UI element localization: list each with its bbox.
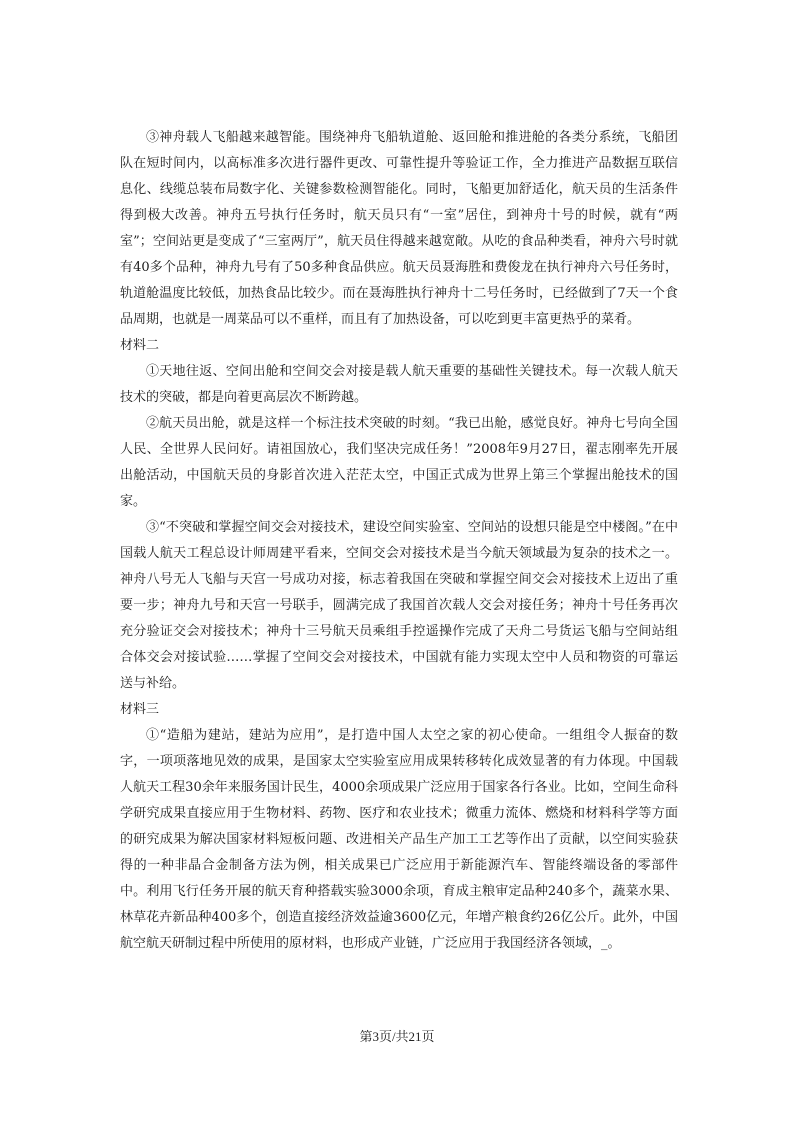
paragraph-shenzhou-intelligent: ③神舟载人飞船越来越智能。围绕神舟飞船轨道舱、返回舱和推进舱的各类分系统，飞船团队在短时间内，以高标准多次进行器件更改、可靠性提升等验证工作，全力推进产品数据互联信息化、线缆总装布局数字化、关键参数检测智能化。同时，飞船更加舒适化，航天员的生活条件得到极大改善。神舟五号执行任务时，航天员只有“一室”居住，到神舟十号的时候，就有“两室”；空间站更是变成了“三室两厅”，航天员住得越来越宽敞。从吃的食品种类看，神舟六号时就有40多个品种，神舟九号有了50多种食品供应。航天员聂海胜和费俊龙在执行神舟六号任务时，轨道舱温度比较低，加热食品比较少。而在聂海胜执行神舟十二号任务时，已经做到了7天一个食品周期，也就是一周菜品可以不重样，而且有了加热设备，可以吃到更丰富更热乎的菜肴。 [120, 130, 678, 327]
section-heading-material-2: 材料二 [120, 338, 160, 353]
paragraph-key-technologies: ①天地往返、空间出舱和空间交会对接是载人航天重要的基础性关键技术。每一次载人航天技术的突破，都是向着更高层次不断跨越。 [120, 364, 678, 405]
page-number: 第3页/共21页 [359, 1029, 435, 1044]
document-body [120, 125, 678, 957]
section-heading-material-3: 材料三 [120, 702, 160, 717]
paragraph-applications: ①“造船为建站，建站为应用”，是打造中国人太空之家的初心使命。一组组令人振奋的数字，一项项落地见效的成果，是国家太空实验室应用成果转移转化成效显著的有力体现。中国载人航天工程30余年来服务国计民生，4000余项成果广泛应用于国家各行各业。比如，空间生命科学研究成果直接应用于生物材料、药物、医疗和农业技术；微重力流体、燃烧和材料科学等方面的研究成果为解决国家材料短板问题、改进相关产品生产加工工艺等作出了贡献，以空间实验获得的一种非晶合金制备方法为例，相关成果已广泛应用于新能源汽车、智能终端设备的零部件中。利用飞行任务开展的航天育种搭载实验3000余项，育成主粮审定品种240多个，蔬菜水果、林草花卉新品种400多个，创造直接经济效益逾3600亿元，年增产粮食约26亿公斤。此外，中国航空航天研制过程中所使用的原材料，也形成产业链，广泛应用于我国经济各领域，_。 [120, 728, 678, 951]
paragraph-spacewalk: ②航天员出舱，就是这样一个标注技术突破的时刻。“我已出舱，感觉良好。神舟七号向全国人民、全世界人民问好。请祖国放心，我们坚决完成任务！”2008年9月27日，翟志刚率先开展出舱活动，中国航天员的身影首次进入茫茫太空，中国正式成为世界上第三个掌握出舱技术的国家。 [120, 416, 678, 509]
paragraph-docking: ③“不突破和掌握空间交会对接技术，建设空间实验室、空间站的设想只能是空中楼阁。”在中国载人航天工程总设计师周建平看来，空间交会对接技术是当今航天领域最为复杂的技术之一。神舟八号无人飞船与天宫一号成功对接，标志着我国在突破和掌握空间交会对接技术上迈出了重要一步；神舟九号和天宫一号联手，圆满完成了我国首次载人交会对接任务；神舟十号任务再次充分验证交会对接技术；神舟十三号航天员乘组手控遥操作完成了天舟二号货运飞船与空间站组合体交会对接试验……掌握了空间交会对接技术，中国就有能力实现太空中人员和物资的可靠运送与补给。 [120, 520, 678, 691]
